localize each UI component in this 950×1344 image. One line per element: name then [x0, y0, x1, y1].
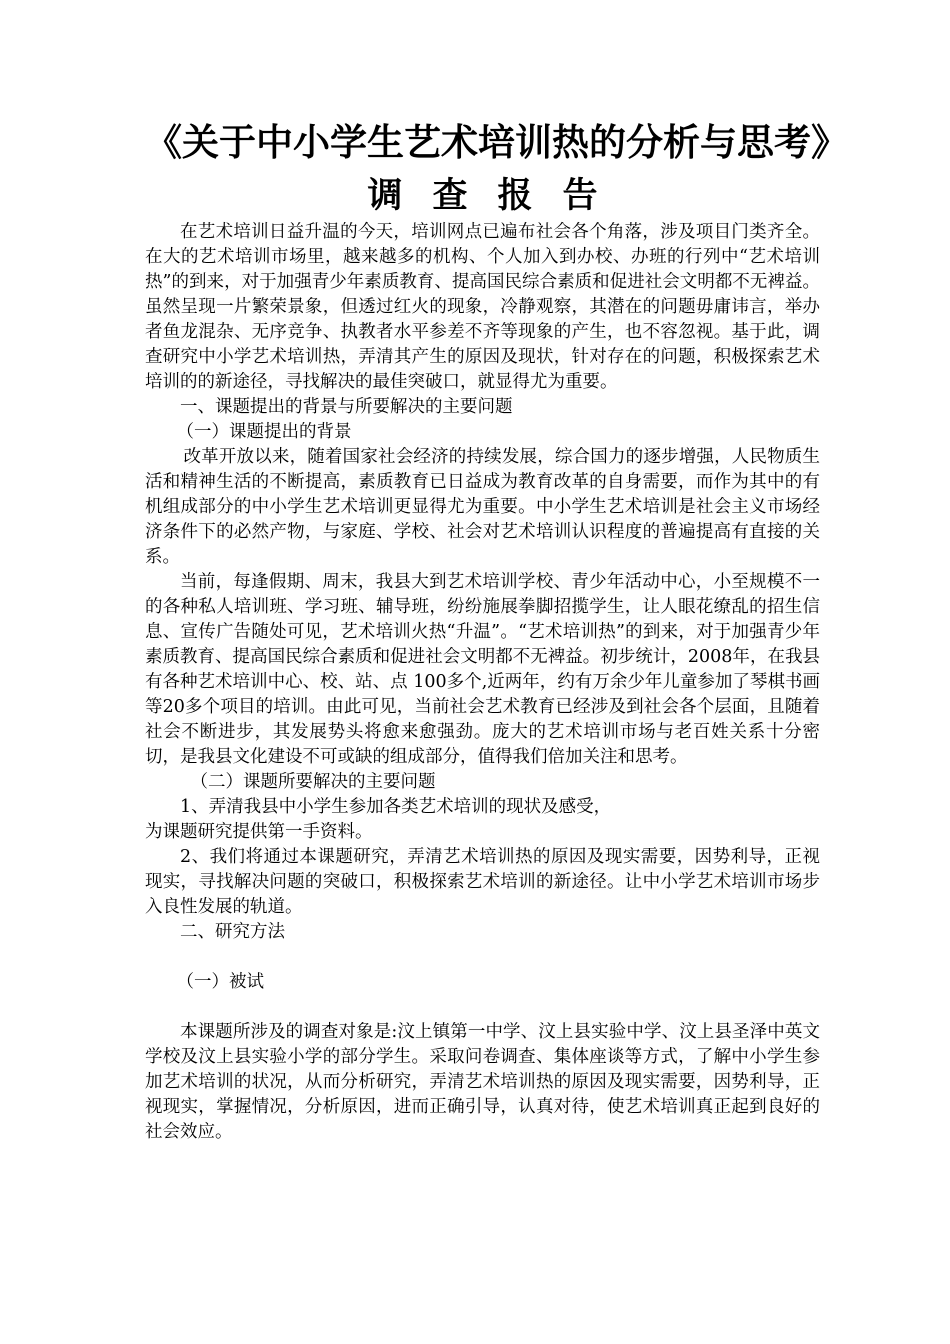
section-1-heading: 一、课题提出的背景与所要解决的主要问题 [180, 397, 513, 417]
document-subtitle: 调查报告 [367, 175, 628, 216]
section-1-2-item-1-line-1: 1、弄清我县中小学生参加各类艺术培训的现状及感受， [180, 797, 612, 817]
section-1-2-item-2: 2、我们将通过本课题研究，弄清艺术培训热的原因及现实需要，因势利导，正视现实，寻找解决问题的突破口，积极探索艺术培训的新途径。让中小学艺术培训市场步入良性发展的轨道。 [145, 847, 820, 917]
document-page [145, 118, 848, 1145]
section-2-heading: 二、研究方法 [180, 922, 285, 942]
section-1-2-heading: （二）课题所要解决的主要问题 [190, 772, 436, 792]
section-1-2-item-1-line-2: 为课题研究提供第一手资料。 [145, 822, 373, 842]
section-2-1-paragraph: 本课题所涉及的调查对象是:汶上镇第一中学、汶上县实验中学、汶上县圣泽中英文学校及汶上县实验小学的部分学生。采取问卷调查、集体座谈等方式，了解中小学生参加艺术培训的状况，从而分析研究，弄清艺术培训热的原因及现实需要，因势利导，正视现实，掌握情况，分析原因，进而正确引导，认真对待，使艺术培训真正起到良好的社会效应。 [145, 1022, 820, 1142]
section-1-1-heading: （一）课题提出的背景 [176, 422, 352, 442]
intro-paragraph: 在艺术培训日益升温的今天，培训网点已遍布社会各个角落，涉及项目门类齐全。在大的艺术培训市场里，越来越多的机构、个人加入到办校、办班的行列中“艺术培训热”的到来，对于加强青少年素质教育、提高国民综合素质和促进社会文明都不无裨益。虽然呈现一片繁荣景象，但透过红火的现象，冷静观察，其潜在的问题毋庸讳言，举办者鱼龙混杂、无序竞争、执教者水平参差不齐等现象的产生，也不容忽视。基于此，调查研究中小学艺术培训热，弄清其产生的原因及现状，针对存在的问题，积极探索艺术培训的的新途径，寻找解决的最佳突破口，就显得尤为重要。 [145, 222, 820, 392]
section-1-1-paragraph-2: 当前，每逢假期、周末，我县大到艺术培训学校、青少年活动中心，小至规模不一的各种私人培训班、学习班、辅导班，纷纷施展拳脚招揽学生，让人眼花缭乱的招生信息、宣传广告随处可见，艺术培训火热“升温”。“艺术培训热”的到来，对于加强青少年素质教育、提高国民综合素质和促进社会文明都不无裨益。初步统计，2008年，在我县有各种艺术培训中心、校、站、点 100多个,近两年，约有万余少年儿童参加了琴棋书画等20多个项目的培训。由此可见，当前社会艺术教育已经涉及到社会各个层面，且随着社会不断进步，其发展势头将愈来愈强劲。庞大的艺术培训市场与老百姓关系十分密切，是我县文化建设不可或缺的组成部分，值得我们倍加关注和思考。 [145, 572, 820, 767]
section-2-1-heading: （一）被试 [176, 972, 264, 992]
section-1-1-paragraph-1: 改革开放以来，随着国家社会经济的持续发展，综合国力的逐步增强，人民物质生活和精神生活的不断提高，素质教育已日益成为教育改革的自身需要，而作为其中的有机组成部分的中小学生艺术培训更显得尤为重要。中小学生艺术培训是社会主义市场经济条件下的必然产物，与家庭、学校、社会对艺术培训认识程度的普遍提高有直接的关系。 [145, 447, 820, 567]
document-title: 《关于中小学生艺术培训热的分析与思考》 [145, 120, 848, 164]
